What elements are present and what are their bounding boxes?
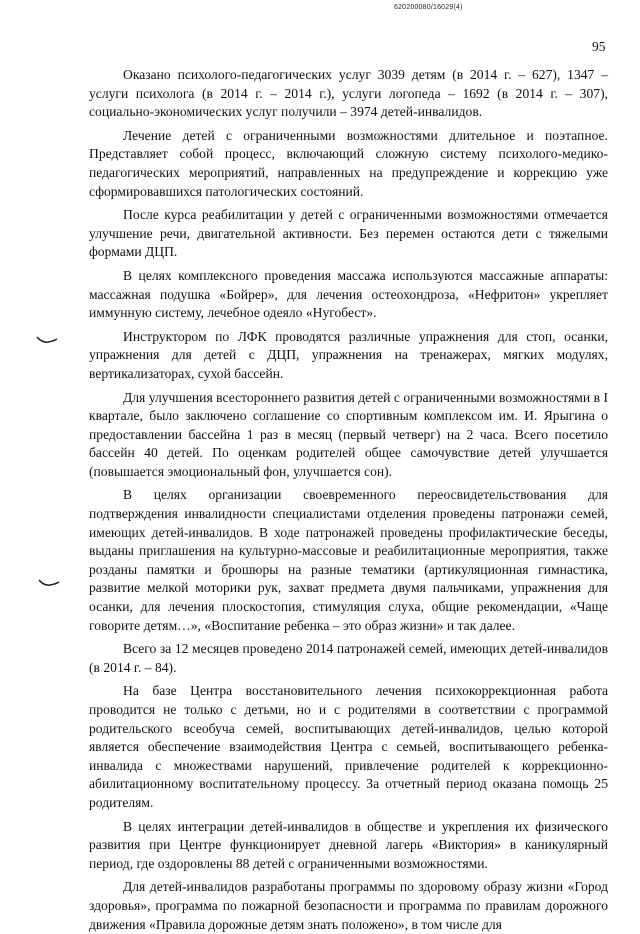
paragraph-parents: На базе Центра восстановительного лечения психокоррекционная работа проводится не только с детьми, но и с родителями в соответствии с программой родительского всеобуча семей, воспитывающих детей-инвалидов, целью которой является обеспечение взаимодействия Центра с семьей, воспитывающего ребенка-инвалида с множествами нарушений, привлечение родителей к коррекционно-абилитационному воспитательному процессу. За отчетный период оказана помощь 25 родителям. (89, 683, 608, 810)
paragraph-pool: Для улучшения всестороннего развития детей с ограниченными возможностями в I квартале, было заключено соглашение со спортивным комплексом им. И. Ярыгина о предоставлении бассейна 1 раз в месяц (первый четверг) на 2 часа. Всего посетило бассейн 40 детей. По оценкам родителей общее самочувствие детей улучшается (повышается эмоциональный фон, улучшается сон). (89, 389, 608, 479)
paragraph-rehabilitation: После курса реабилитации у детей с ограниченными возможностями отмечается улучшение речи, двигательной активности. Без перемен остаются дети с тяжелыми формами ДЦП. (89, 207, 608, 260)
document-body (89, 66, 608, 934)
paragraph-programs: Для детей-инвалидов разработаны программы по здоровому образу жизни «Город здоровья», программа по пожарной безопасности и программа по правилам дорожного движения «Правила дорожные детям знать положено», в том числе для (89, 879, 608, 932)
paragraph-camp: В целях интеграции детей-инвалидов в обществе и укрепления их физического развития при Центре функционирует дневной лагерь «Виктория» в каникулярный период, где оздоровлены 88 детей с ограниченными возможностями. (89, 818, 608, 871)
paragraph-services: Оказано психолого-педагогических услуг 3039 детям (в 2014 г. – 627), 1347 – услуги психолога (в 2014 г. – 2014 г.), услуги логопеда – 1692 (в 2014 г. – 307), социально-экономических услуг получили – 3974 детей-инвалидов. (89, 67, 608, 120)
paragraph-lfk: Инструктором по ЛФК проводятся различные упражнения для стоп, осанки, упражнения для детей с ДЦП, упражнения на тренажерах, мягких модулях, вертикализаторах, сухой бассейн. (89, 328, 608, 381)
paragraph-patronage-total: Всего за 12 месяцев проведено 2014 патронажей семей, имеющих детей-инвалидов (в 2014 г. – 84). (89, 641, 608, 675)
document-id: 620200080/16029(4) (394, 4, 463, 11)
handwritten-check-mark-2 (38, 578, 60, 588)
paragraph-massage: В целях комплексного проведения массажа используются массажные аппараты: массажная подушка «Бойрер», для лечения остеохондроза, «Нефритон» укрепляет иммунную систему, лечебное одеяло «Нугобест». (89, 267, 608, 321)
page-number: 95 (592, 39, 606, 54)
handwritten-check-mark-1 (36, 335, 58, 345)
paragraph-treatment: Лечение детей с ограниченными возможностями длительное и поэтапное. Представляет собой процесс, включающий сложную систему психолого-медико-педагогических мероприятий, направленных на предупреждение и коррекцию уже сформировавшихся патологических состояний. (89, 127, 608, 199)
paragraph-patronage: В целях организации своевременного переосвидетельствования для подтверждения инвалидности специалистами отделения проведены патронажи семей, имеющих детей-инвалидов. В ходе патронажей проведены профилактические беседы, выданы приглашения на культурно-массовые и реабилитационные мероприятия, также розданы памятки и брошюры на разные тематики (артикуляционная гимнастика, развитие мелкой моторики рук, захват предмета двумя пальчиками, упражнения для осанки, для лечения плоскостопия, стимуляция слуха, общие рекомендации, «Чаще говорите детям…», «Воспитание ребенка – это образ жизни» и так далее. (89, 487, 608, 633)
